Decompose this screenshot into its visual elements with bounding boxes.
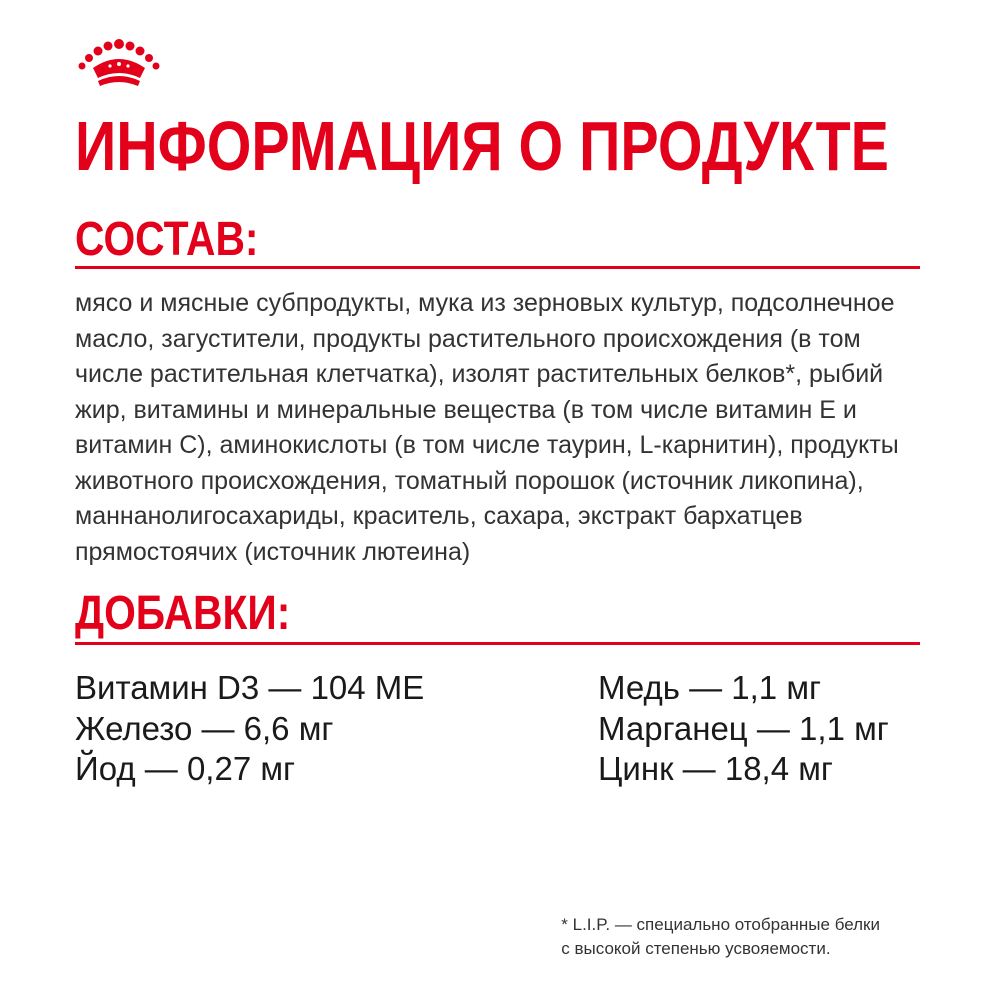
crown-icon [78, 38, 160, 88]
supplement-item-iron: Железо — 6,6 мг [75, 709, 334, 747]
supplements-right-list [598, 668, 889, 790]
footnote-line-2: с высокой степенью усвояемости. [561, 939, 831, 958]
page-title: ИНФОРМАЦИЯ О ПРОДУКТЕ [75, 107, 889, 185]
footnote [561, 913, 880, 961]
composition-heading: СОСТАВ: [75, 213, 259, 266]
composition-divider [75, 266, 920, 269]
supplements-divider [75, 642, 920, 645]
supplement-item-manganese: Марганец — 1,1 мг [598, 709, 889, 747]
supplements-heading: ДОБАВКИ: [75, 587, 291, 640]
footnote-line-1: * L.I.P. — специально отобранные белки [561, 915, 880, 934]
supplement-item-copper: Медь — 1,1 мг [598, 669, 822, 706]
supplements-left-list [75, 668, 424, 790]
composition-text: мясо и мясные субпродукты, мука из зерновых культур, подсолнечное масло, загустители, продукты растительного происхождения (в том числе растительная клетчатка), изолят растительных белков*, рыбий жир, витамины и минеральные вещества (в том числе витамин Е и витамин С), аминокислоты (в том числе таурин, L-карнитин), продукты животного происхождения, томатный порошок (источник ликопина), маннанолигосахариды, краситель, сахара, экстракт бархатцев прямостоячих (источник лютеина) [75, 289, 899, 566]
supplement-item-iodine: Йод — 0,27 мг [75, 750, 296, 787]
supplement-item-vitamin-d3: Витамин D3 — 104 МЕ [75, 669, 425, 706]
supplement-item-zinc: Цинк — 18,4 мг [598, 750, 833, 787]
